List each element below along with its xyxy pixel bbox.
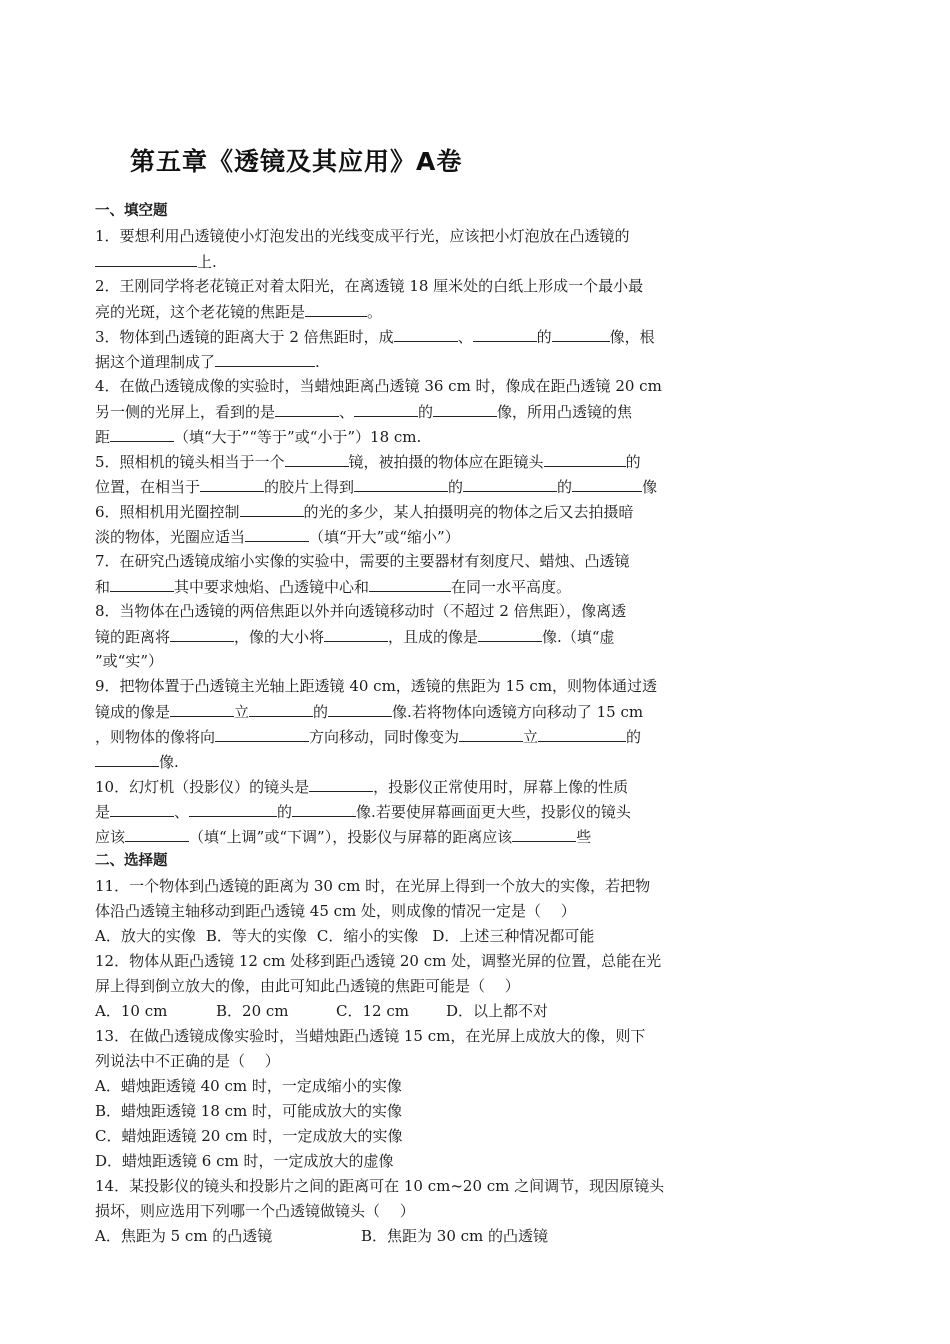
question-10-line-2: 是 、 的 像.若要使屏幕画面更大些，投影仪的镜头 — [95, 799, 705, 824]
question-8-line-3: ”或“实”） — [95, 652, 164, 670]
answer-blank — [245, 524, 309, 542]
question-7-line-2: 和 其中要求烛焰、凸透镜中心和 在同一水平高度。 — [95, 574, 705, 599]
question-13-option-b: B．蜡烛距透镜 18 cm 时，可能成放大的实像 — [95, 1102, 403, 1120]
option-b: B．20 cm — [216, 1002, 289, 1020]
question-10-line-3: 应该 （填“上调”或“下调”），投影仪与屏幕的距离应该 些 — [95, 824, 705, 849]
answer-blank — [328, 699, 392, 717]
question-13-option-a: A．蜡烛距透镜 40 cm 时，一定成缩小的实像 — [95, 1077, 402, 1095]
answer-blank — [215, 349, 315, 367]
question-13-line-1: 13．在做凸透镜成像实验时，当蜡烛距凸透镜 15 cm，在光屏上成放大的像，则下 — [95, 1027, 646, 1045]
question-14-line-2: 损坏，则应选用下列哪一个凸透镜做镜头（ ） — [95, 1202, 415, 1220]
answer-blank — [110, 574, 174, 592]
answer-blank — [110, 424, 174, 442]
answer-blank — [394, 324, 458, 342]
answer-blank — [249, 699, 313, 717]
answer-blank — [433, 399, 497, 417]
question-11-options — [95, 924, 705, 949]
answer-blank — [305, 299, 367, 317]
question-4-line-2: 另一侧的光屏上，看到的是 、 的 像，所用凸透镜的焦 — [95, 399, 705, 424]
answer-blank — [110, 799, 174, 817]
answer-blank — [95, 249, 197, 267]
question-12-line-1: 12．物体从距凸透镜 12 cm 处移到距凸透镜 20 cm 处，调整光屏的位置，总能在光 — [95, 952, 662, 970]
question-7-line-1: 7．在研究凸透镜成缩小实像的实验中，需要的主要器材有刻度尺、蜡烛、凸透镜 — [95, 552, 630, 570]
option-a: A．放大的实像 — [95, 927, 196, 945]
answer-blank — [572, 474, 642, 492]
answer-blank — [354, 474, 448, 492]
answer-blank — [459, 724, 523, 742]
answer-blank — [285, 449, 349, 467]
question-13-option-c: C．蜡烛距透镜 20 cm 时，一定成放大的实像 — [95, 1127, 403, 1145]
answer-blank — [538, 724, 626, 742]
question-9-line-1: 9．把物体置于凸透镜主光轴上距透镜 40 cm，透镜的焦距为 15 cm，则物体通过透 — [95, 677, 658, 695]
question-3-line-1: 3．物体到凸透镜的距离大于 2 倍焦距时，成 、 的 像，根 — [95, 324, 705, 349]
question-6-line-2: 淡的物体，光圈应适当 （填“开大”或“缩小”） — [95, 524, 705, 549]
option-d: D．以上都不对 — [446, 1002, 549, 1020]
question-8-line-2: 镜的距离将 ，像的大小将 ，且成的像是 像.（填“虚 — [95, 624, 705, 649]
question-9-line-2: 镜成的像是 立 的 像.若将物体向透镜方向移动了 15 cm — [95, 699, 705, 724]
question-8-line-1: 8．当物体在凸透镜的两倍焦距以外并向透镜移动时（不超过 2 倍焦距），像离透 — [95, 602, 627, 620]
question-4-line-1: 4．在做凸透镜成像的实验时，当蜡烛距离凸透镜 36 cm 时，像成在距凸透镜 20 cm — [95, 377, 662, 395]
answer-blank — [544, 449, 626, 467]
answer-blank — [240, 499, 304, 517]
question-13-line-2: 列说法中不正确的是（ ） — [95, 1052, 280, 1070]
answer-blank — [189, 799, 277, 817]
question-14-options — [95, 1224, 705, 1249]
question-11-line-1: 11．一个物体到凸透镜的距离为 30 cm 时，在光屏上得到一个放大的实像，若把物 — [95, 877, 651, 895]
question-13-option-d: D．蜡烛距透镜 6 cm 时，一定成放大的虚像 — [95, 1152, 394, 1170]
answer-blank — [200, 474, 264, 492]
question-11-line-2: 体沿凸透镜主轴移动到距凸透镜 45 cm 处，则成像的情况一定是（ ） — [95, 902, 576, 920]
question-1-line-2: 上. — [95, 249, 705, 274]
answer-blank — [170, 699, 234, 717]
question-6-line-1: 6．照相机用光圈控制 的光的多少，某人拍摄明亮的物体之后又去拍摄暗 — [95, 499, 705, 524]
answer-blank — [292, 799, 356, 817]
question-10-line-1: 10．幻灯机（投影仪）的镜头是 ，投影仪正常使用时，屏幕上像的性质 — [95, 774, 705, 799]
answer-blank — [552, 324, 610, 342]
section-heading-multiple-choice: 二、选择题 — [95, 853, 168, 869]
option-a: A．10 cm — [95, 1002, 168, 1020]
question-14-line-1: 14．某投影仪的镜头和投影片之间的距离可在 10 cm~20 cm 之间调节，现因原镜头 — [95, 1177, 665, 1195]
answer-blank — [125, 824, 189, 842]
answer-blank — [215, 724, 309, 742]
question-2-line-1: 2．王刚同学将老花镜正对着太阳光，在离透镜 18 厘米处的白纸上形成一个最小最 — [95, 277, 644, 295]
answer-blank — [512, 824, 576, 842]
question-5-line-2: 位置，在相当于 的胶片上得到 的 的 像 — [95, 474, 705, 499]
option-d: D．上述三种情况都可能 — [432, 927, 595, 945]
answer-blank — [354, 399, 418, 417]
question-12-line-2: 屏上得到倒立放大的像，由此可知此凸透镜的焦距可能是（ ） — [95, 977, 520, 995]
document-body — [95, 199, 705, 1249]
answer-blank — [473, 324, 537, 342]
answer-blank — [324, 624, 388, 642]
option-b: B．等大的实像 — [205, 927, 307, 945]
option-a: A．焦距为 5 cm 的凸透镜 — [95, 1227, 273, 1245]
question-12-options — [95, 999, 705, 1024]
option-b: B．焦距为 30 cm 的凸透镜 — [361, 1227, 549, 1245]
question-5-line-1: 5．照相机的镜头相当于一个 镜，被拍摄的物体应在距镜头 的 — [95, 449, 705, 474]
section-heading-fill-blank: 一、填空题 — [95, 203, 168, 219]
answer-blank — [275, 399, 339, 417]
question-2-line-2: 亮的光斑，这个老花镜的焦距是 。 — [95, 299, 705, 324]
answer-blank — [95, 749, 159, 767]
answer-blank — [463, 474, 557, 492]
question-3-line-2: 据这个道理制成了 . — [95, 349, 705, 374]
question-4-line-3: 距 （填“大于”“等于”或“小于”）18 cm. — [95, 424, 705, 449]
option-c: C．缩小的实像 — [316, 927, 419, 945]
document-title: 第五章《透镜及其应用》A卷 — [130, 147, 463, 176]
answer-blank — [369, 574, 451, 592]
option-c: C．12 cm — [336, 1002, 409, 1020]
question-1-line-1: 1．要想利用凸透镜使小灯泡发出的光线变成平行光，应该把小灯泡放在凸透镜的 — [95, 227, 630, 245]
answer-blank — [170, 624, 234, 642]
answer-blank — [478, 624, 542, 642]
question-9-line-4: 像. — [95, 749, 705, 774]
question-9-line-3: ，则物体的像将向 方向移动，同时像变为 立 的 — [95, 724, 705, 749]
answer-blank — [309, 774, 373, 792]
